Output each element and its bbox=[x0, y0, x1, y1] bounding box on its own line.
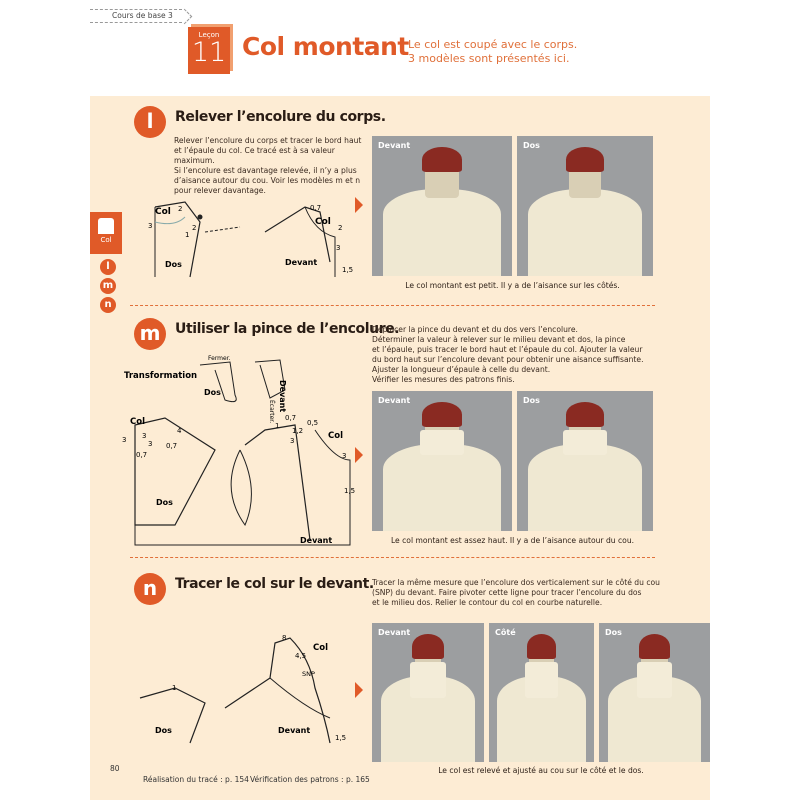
side-tab-item-m[interactable]: m bbox=[100, 278, 116, 294]
diagram-label: Devant bbox=[300, 536, 333, 545]
text-line: (SNP) du devant. Faire pivoter cette ligne pour tracer l’encolure du dos bbox=[372, 588, 642, 597]
diagram-value: 1 bbox=[172, 684, 177, 692]
page-title: Col montant bbox=[242, 32, 409, 61]
diagram-label: Devant bbox=[278, 726, 311, 735]
photo-label: Devant bbox=[378, 141, 411, 150]
text-line: et l’épaule, puis tracer le bord haut et l’épaule du col. Ajouter la valeur bbox=[372, 345, 643, 354]
diagram-value: 0,7 bbox=[166, 442, 178, 450]
photo-caption: Le col montant est assez haut. Il y a de l’aisance autour du cou. bbox=[390, 536, 635, 545]
photo-label: Côté bbox=[495, 628, 516, 637]
text-line: Vérifier les mesures des patrons finis. bbox=[372, 375, 515, 384]
diagram-label: Dos bbox=[204, 388, 221, 397]
text-line: Si l’encolure est davantage relevée, il n’y a plus bbox=[174, 166, 357, 175]
diagram-label: Écarter. bbox=[268, 400, 275, 424]
diagram-value: 3 bbox=[148, 222, 153, 230]
text-line: d’aisance autour du cou. Voir les modèles m et n bbox=[174, 176, 361, 185]
section-title-m: Utiliser la pince de l’encolure. bbox=[175, 321, 400, 337]
photo-caption: Le col est relevé et ajusté au cou sur le côté et le dos. bbox=[438, 766, 644, 775]
section-text-m bbox=[372, 325, 662, 385]
lesson-badge bbox=[188, 27, 230, 74]
diagram-value: 1,5 bbox=[335, 734, 347, 742]
diagram-value: 0,7 bbox=[285, 414, 297, 422]
section-text-l bbox=[174, 136, 364, 196]
section-title-n: Tracer le col sur le devant. bbox=[175, 576, 374, 592]
diagram-value: 2 bbox=[178, 205, 183, 213]
diagram-value: 0,7 bbox=[310, 204, 322, 212]
diagram-value: 1,5 bbox=[342, 266, 354, 274]
photo-front bbox=[372, 391, 512, 531]
lesson-label: Leçon bbox=[198, 31, 220, 39]
side-tab-label: Col bbox=[100, 236, 112, 244]
shirt-icon bbox=[98, 218, 114, 234]
diagram-label: Transformation bbox=[124, 371, 198, 381]
breadcrumb: Cours de base 3 bbox=[90, 9, 182, 23]
diagram-label: Dos bbox=[155, 726, 172, 735]
photo-back bbox=[517, 136, 653, 276]
arrow-right-icon bbox=[355, 682, 363, 698]
side-tab-item-n[interactable]: n bbox=[100, 297, 116, 313]
diagram-value: 3 bbox=[148, 440, 153, 448]
section-title-l: Relever l’encolure du corps. bbox=[175, 109, 386, 125]
diagram-value: 0,7 bbox=[136, 451, 148, 459]
side-tab-col[interactable] bbox=[90, 212, 122, 254]
photo-back bbox=[517, 391, 653, 531]
photo-label: Devant bbox=[378, 628, 411, 637]
photo-label: Dos bbox=[605, 628, 622, 637]
text-line: pour relever davantage. bbox=[174, 186, 266, 195]
diagram-value: 4,5 bbox=[295, 652, 307, 660]
section-marker-n: n bbox=[134, 573, 166, 605]
text-line: Déplacer la pince du devant et du dos vers l’encolure. bbox=[372, 325, 578, 334]
diagram-label: Col bbox=[315, 217, 331, 227]
text-line: et le milieu dos. Relier le contour du col en courbe naturelle. bbox=[372, 598, 603, 607]
section-marker-m: m bbox=[134, 318, 166, 350]
diagram-value: 0,5 bbox=[307, 419, 319, 427]
diagram-value: 4 bbox=[177, 427, 182, 435]
subtitle-line: 3 modèles sont présentés ici. bbox=[408, 52, 570, 65]
diagram-value: 3 bbox=[142, 432, 147, 440]
photo-caption: Le col montant est petit. Il y a de l’aisance sur les côtés. bbox=[405, 281, 620, 290]
diagram-value: 1,5 bbox=[344, 487, 356, 495]
diagram-value: 1 bbox=[185, 231, 190, 239]
divider bbox=[130, 305, 655, 306]
diagram-value: 3 bbox=[290, 437, 295, 445]
diagram-label: Col bbox=[155, 207, 171, 217]
diagram-value: 2 bbox=[192, 224, 197, 232]
text-line: et l’épaule du col. Ce tracé est à sa valeur maximum. bbox=[174, 146, 335, 165]
photo-label: Devant bbox=[378, 396, 411, 405]
diagram-value: 8 bbox=[282, 634, 287, 642]
diagram-value: 3 bbox=[336, 244, 341, 252]
photo-side bbox=[489, 623, 594, 762]
photo-label: Dos bbox=[523, 396, 540, 405]
pattern-diagram-m bbox=[120, 350, 360, 550]
photo-label: Dos bbox=[523, 141, 540, 150]
reference-trace: Réalisation du tracé : p. 154 bbox=[143, 775, 249, 784]
diagram-label: Fermer. bbox=[208, 355, 231, 362]
section-marker-l: l bbox=[134, 106, 166, 138]
diagram-label: Col bbox=[130, 417, 145, 427]
text-line: du bord haut sur l’encolure devant pour obtenir une aisance suffisante. bbox=[372, 355, 644, 364]
pattern-diagram-l bbox=[130, 192, 360, 282]
pattern-diagram-n bbox=[130, 628, 360, 748]
reference-verification: Vérification des patrons : p. 165 bbox=[250, 775, 370, 784]
photo-back bbox=[599, 623, 710, 762]
section-text-n bbox=[372, 578, 672, 608]
lesson-number: 11 bbox=[191, 37, 227, 68]
text-line: Déterminer la valeur à relever sur le milieu devant et dos, la pince bbox=[372, 335, 626, 344]
diagram-label: Devant bbox=[278, 380, 287, 413]
photo-front bbox=[372, 136, 512, 276]
diagram-value: 3 bbox=[342, 452, 347, 460]
diagram-value: 2 bbox=[338, 224, 343, 232]
arrow-right-icon bbox=[355, 197, 363, 213]
photo-front bbox=[372, 623, 484, 762]
diagram-label: Col bbox=[328, 431, 343, 441]
diagram-label: Dos bbox=[156, 498, 173, 507]
diagram-value: 3 bbox=[122, 436, 127, 444]
divider bbox=[130, 557, 655, 558]
diagram-label: Dos bbox=[165, 260, 182, 269]
text-line: Ajuster la longueur d’épaule à celle du devant. bbox=[372, 365, 551, 374]
diagram-label: Devant bbox=[285, 258, 318, 267]
page-subtitle bbox=[408, 38, 577, 66]
text-line: Tracer la même mesure que l’encolure dos verticalement sur le côté du cou bbox=[372, 578, 660, 587]
diagram-value: 1 bbox=[275, 422, 280, 430]
diagram-label: Col bbox=[313, 643, 328, 653]
diagram-value: 1,2 bbox=[292, 427, 304, 435]
side-tab-item-l[interactable]: l bbox=[100, 259, 116, 275]
diagram-label: SNP bbox=[302, 670, 315, 678]
subtitle-line: Le col est coupé avec le corps. bbox=[408, 38, 578, 51]
arrow-right-icon bbox=[355, 447, 363, 463]
text-line: Relever l’encolure du corps et tracer le bord haut bbox=[174, 136, 362, 145]
page-number: 80 bbox=[110, 764, 120, 773]
